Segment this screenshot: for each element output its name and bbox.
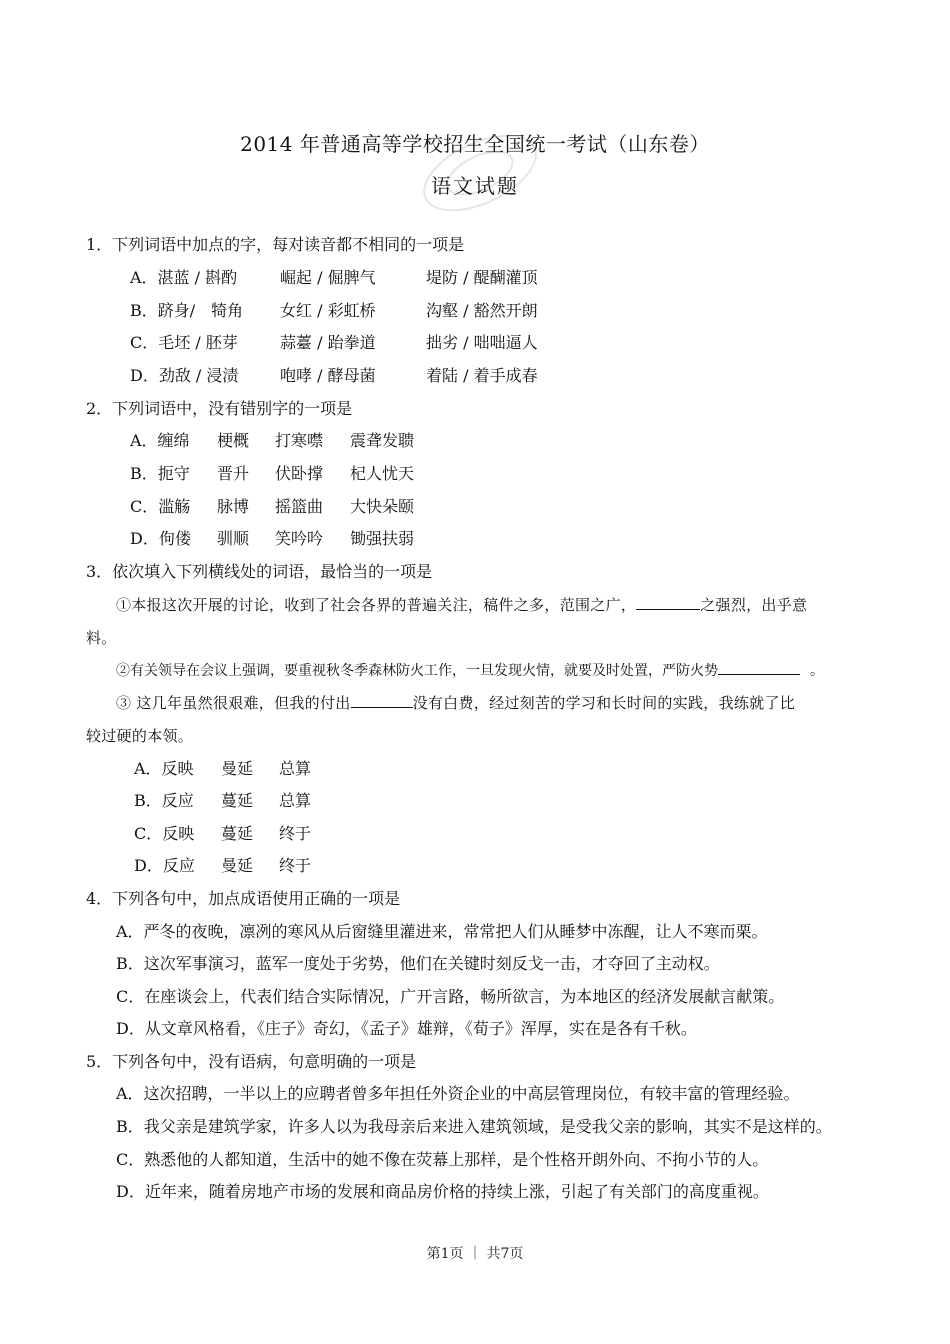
q1-option-d: D．劲敌 / 浸渍 咆哮 / 酵母菌 着陆 / 着手成春 — [130, 366, 538, 385]
q2-option-b: B．扼守 晋升 伏卧撑 杞人忧天 — [130, 464, 415, 483]
q1-stem: 1．下列词语中加点的字，每对读音都不相同的一项是 — [86, 235, 465, 254]
q3-option-d: D．反应 曼延 终于 — [134, 856, 312, 875]
q3-blank-1 — [636, 595, 700, 610]
q2-option-d: D．佝偻 驯顺 笑吟吟 锄强扶弱 — [130, 529, 415, 548]
exam-title: 2014 年普通高等学校招生全国统一考试（山东卷） — [240, 132, 710, 156]
q3-blank-3 — [351, 693, 413, 708]
q3-sentence-1: ①本报这次开展的讨论，收到了社会各界的普遍关注，稿件之多，范围之广， 之强烈，出乎意 — [116, 596, 808, 614]
q3-option-c: C．反映 蔓延 终于 — [134, 824, 312, 843]
q1-option-c: C．毛坯 / 胚芽 蒜薹 / 跆拳道 拙劣 / 咄咄逼人 — [130, 333, 538, 352]
q3-sentence-3-cont: 较过硬的本领。 — [86, 727, 194, 745]
q3-option-a: A．反映 曼延 总算 — [134, 759, 312, 778]
q5-stem: 5．下列各句中，没有语病，句意明确的一项是 — [86, 1052, 417, 1071]
q3-sentence-2: ②有关领导在会议上强调，要重视秋冬季森林防火工作，一旦发现火情，就要及时处置，严防火势 。 — [116, 660, 824, 682]
q2-stem: 2．下列词语中，没有错别字的一项是 — [86, 399, 353, 418]
q1-option-b: B．跻身/ 犄角 女红 / 彩虹桥 沟壑 / 豁然开朗 — [130, 301, 538, 320]
q5-option-a: A．这次招聘，一半以上的应聘者曾多年担任外资企业的中高层管理岗位，有较丰富的管理经验。 — [116, 1084, 800, 1103]
q3-sentence-3: ③ 这几年虽然很艰难，但我的付出 没有白费，经过刻苦的学习和长时间的实践，我练就了比 — [116, 694, 796, 712]
q4-option-a: A．严冬的夜晚，凛冽的寒风从后窗缝里灌进来，常常把人们从睡梦中冻醒，让人不寒而栗。 — [116, 922, 768, 941]
q4-option-d: D．从文章风格看，《庄子》奇幻，《孟子》雄辩，《荀子》浑厚，实在是各有千秋。 — [116, 1019, 697, 1038]
exam-subtitle: 语文试题 — [431, 174, 519, 198]
q5-option-c: C．熟悉他的人都知道，生活中的她不像在荧幕上那样，是个性格开朗外向、不拘小节的人。 — [116, 1150, 769, 1169]
q4-option-c: C．在座谈会上，代表们结合实际情况，广开言路，畅所欲言，为本地区的经济发展献言献策。 — [116, 987, 785, 1006]
q4-option-b: B．这次军事演习，蓝军一度处于劣势，他们在关键时刻反戈一击，才夺回了主动权。 — [116, 954, 720, 973]
q3-stem: 3．依次填入下列横线处的词语，最恰当的一项是 — [86, 562, 433, 581]
q4-stem: 4．下列各句中，加点成语使用正确的一项是 — [86, 889, 401, 908]
page-number: 第1页 ｜ 共7页 — [426, 1246, 524, 1262]
q3-option-b: B．反应 蔓延 总算 — [134, 791, 312, 810]
q2-option-a: A．缠绵 梗概 打寒噤 震聋发聩 — [130, 431, 415, 450]
q1-option-a: A．湛蓝 / 斟酌 崛起 / 倔脾气 堤防 / 醍醐灌顶 — [130, 268, 538, 287]
q2-option-c: C．滥觞 脉博 摇篮曲 大快朵颐 — [130, 497, 415, 516]
q3-blank-2 — [718, 660, 800, 675]
q3-sentence-1-cont: 料。 — [86, 629, 117, 647]
q5-option-b: B．我父亲是建筑学家，许多人以为我母亲后来进入建筑领域，是受我父亲的影响，其实不是这样的。 — [116, 1117, 832, 1136]
q5-option-d: D．近年来，随着房地产市场的发展和商品房价格的持续上涨，引起了有关部门的高度重视。 — [116, 1182, 769, 1201]
